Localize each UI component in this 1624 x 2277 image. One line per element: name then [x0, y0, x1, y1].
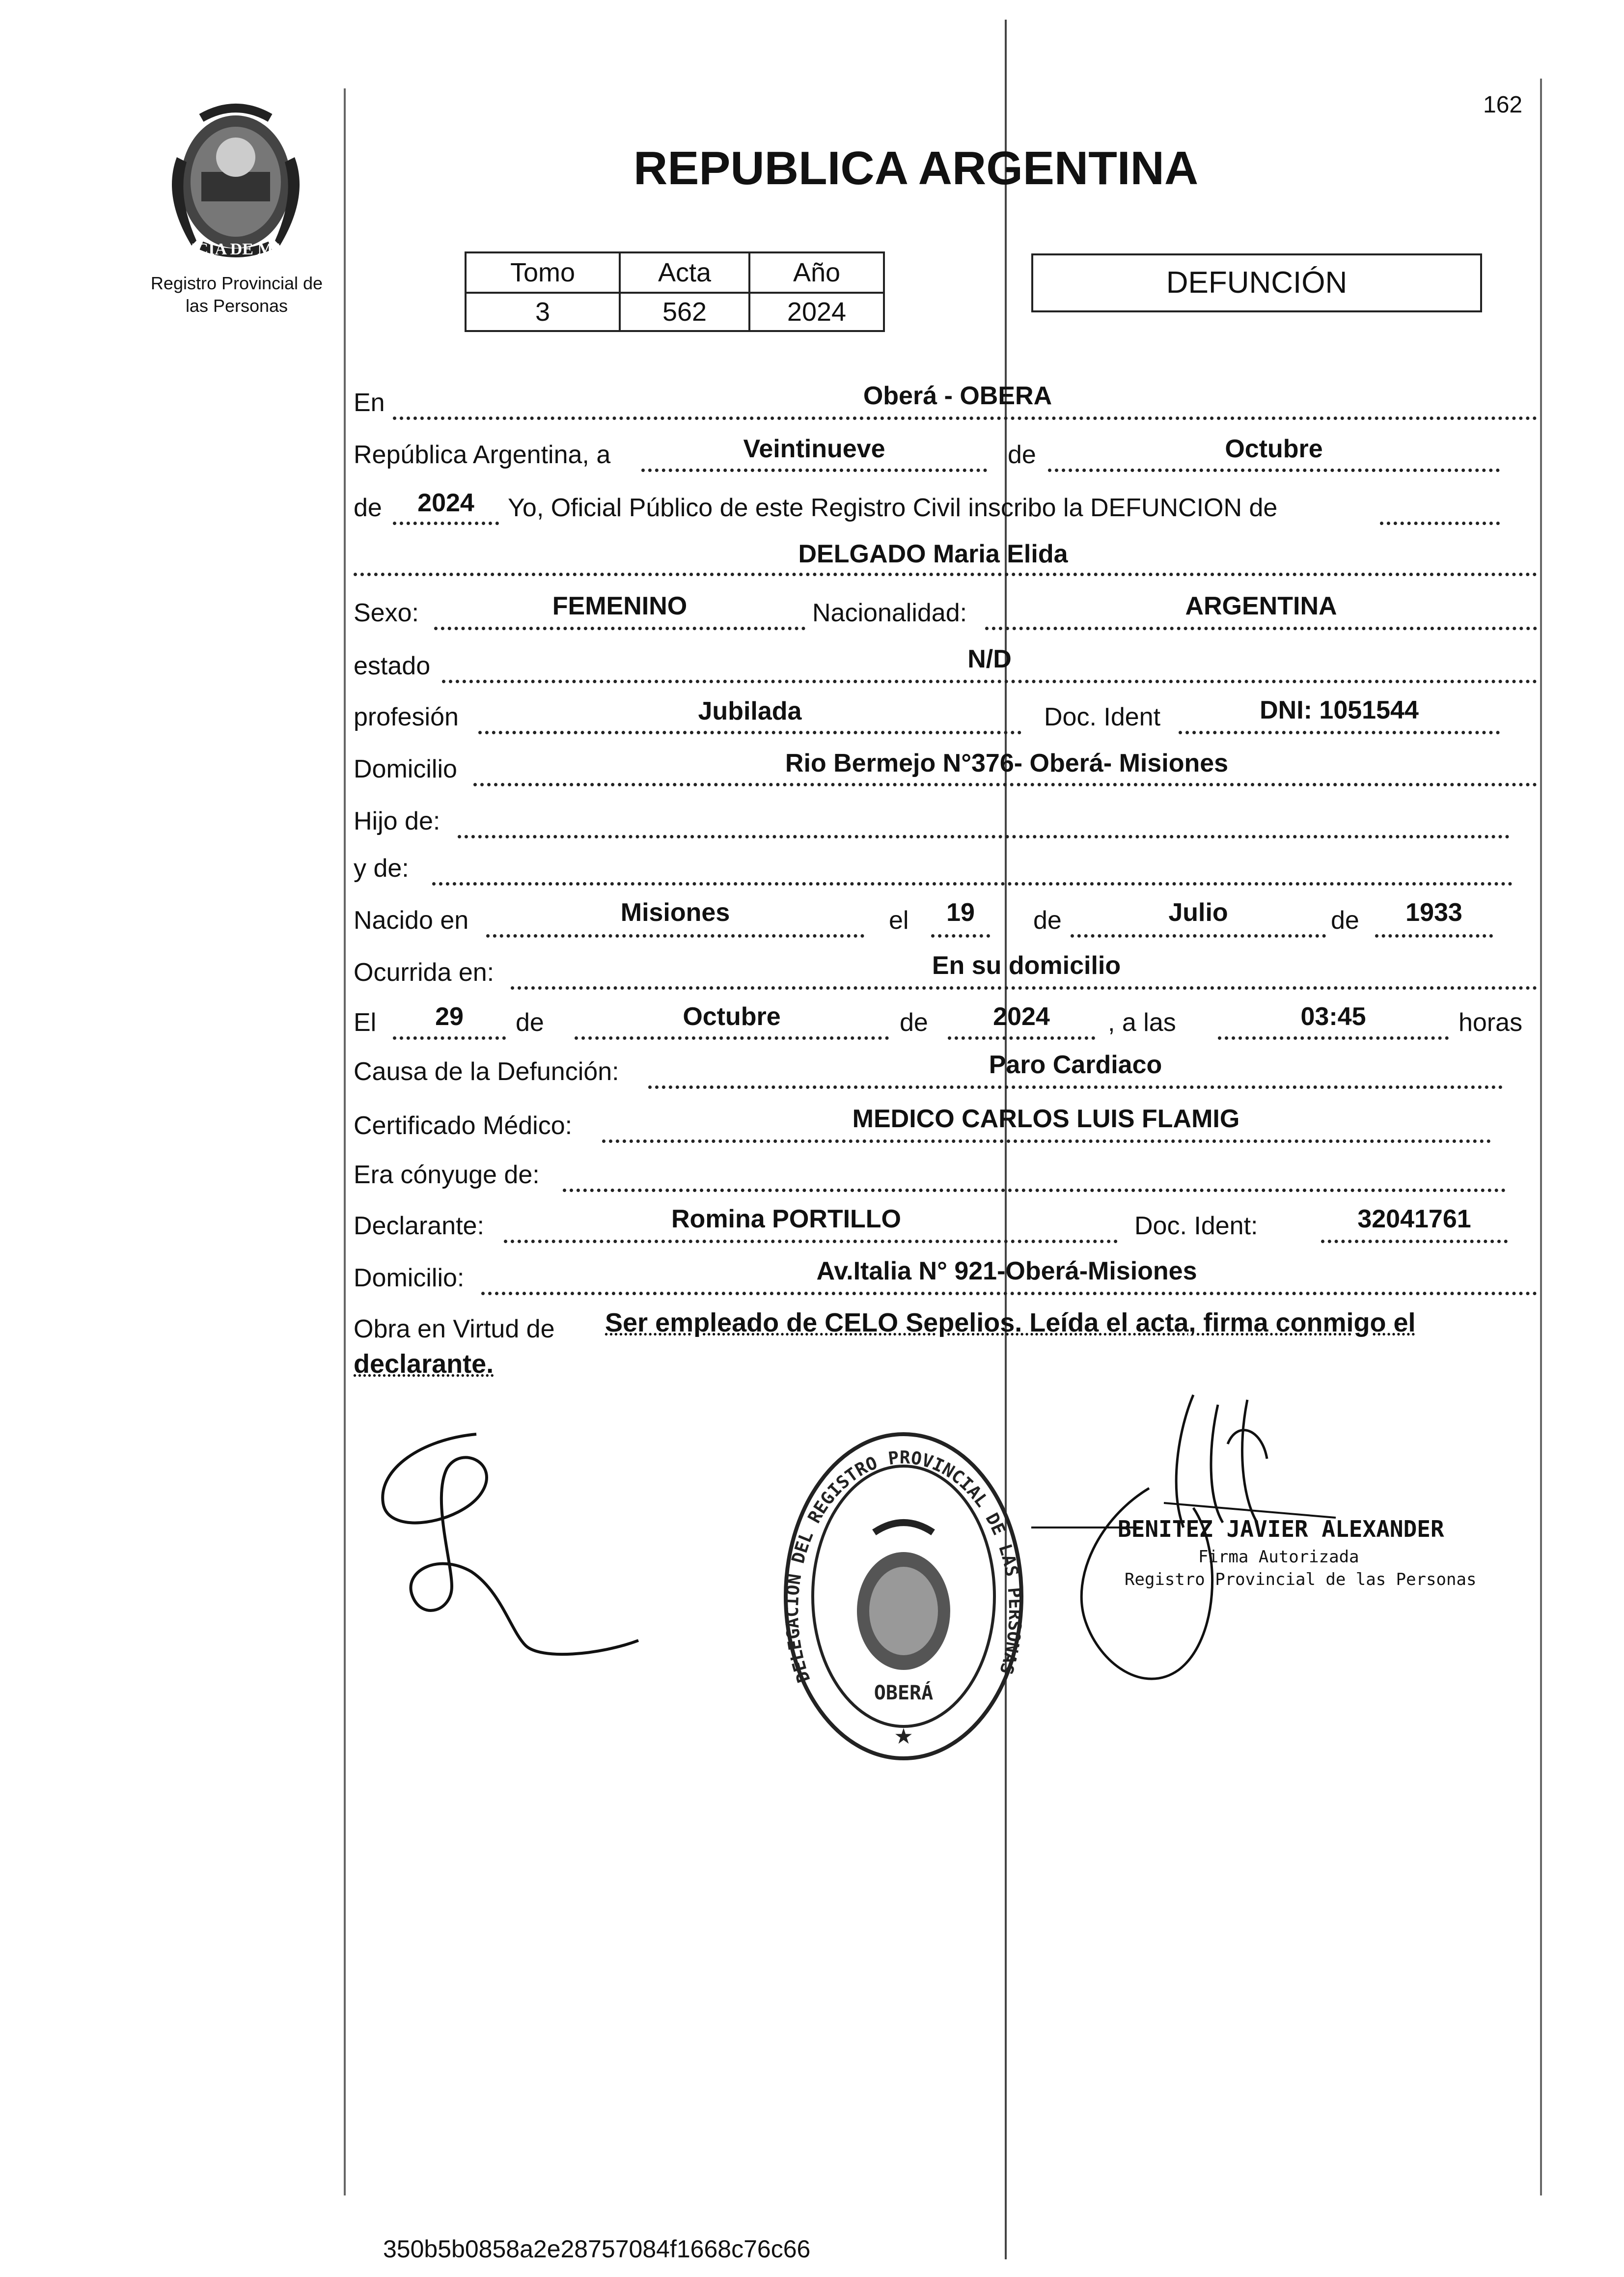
tomo-value: 3 [466, 293, 620, 331]
official-title: Firma Autorizada [1198, 1547, 1359, 1567]
month-value: Octubre [1225, 435, 1323, 463]
nacido-value: Misiones [620, 898, 730, 927]
official-office: Registro Provincial de las Personas [1125, 1570, 1477, 1589]
domicilio-label: Domicilio [354, 755, 457, 783]
en-line [393, 417, 1537, 420]
misiones-coat-of-arms-icon [130, 98, 341, 260]
tomo-header: Tomo [466, 252, 620, 293]
sexo-line [434, 627, 805, 630]
doc-ident2-value: 32041761 [1357, 1205, 1471, 1233]
certificado-value: MEDICO CARLOS LUIS FLAMIG [852, 1105, 1240, 1133]
death-year: 2024 [993, 1002, 1050, 1031]
death-time: 03:45 [1300, 1002, 1366, 1031]
declarant-signature-icon [363, 1424, 668, 1680]
declarante-value: Romina PORTILLO [671, 1205, 901, 1233]
el-label: el [889, 906, 909, 935]
official-name: BENITEZ JAVIER ALEXANDER [1118, 1516, 1444, 1542]
estado-value: N/D [967, 645, 1012, 673]
act-number-table [465, 251, 885, 332]
doc-ident-label: Doc. Ident [1044, 703, 1161, 731]
obra-label: Obra en Virtud de [354, 1315, 555, 1343]
acta-value: 562 [620, 293, 749, 331]
right-margin-line [1540, 79, 1542, 2195]
death-month: Octubre [683, 1002, 781, 1031]
sexo-value: FEMENINO [552, 592, 688, 620]
registry-stamp-icon [776, 1424, 1031, 1768]
death-year-line [948, 1036, 1095, 1040]
estado-line [442, 680, 1537, 683]
conyuge-label: Era cónyuge de: [354, 1161, 540, 1189]
nacionalidad-value: ARGENTINA [1185, 592, 1337, 620]
doc-ident2-label: Doc. Ident: [1134, 1212, 1258, 1240]
domicilio-line [473, 783, 1537, 786]
day-words-value: Veintinueve [743, 435, 885, 463]
de-label-3: de [1033, 906, 1062, 935]
birth-day: 19 [946, 898, 975, 927]
birth-day-line [931, 934, 990, 938]
causa-label: Causa de la Defunción: [354, 1057, 619, 1086]
y-de-line [432, 882, 1513, 886]
ocurrida-line [511, 986, 1537, 990]
nacionalidad-line [985, 627, 1537, 630]
anio-value: 2024 [749, 293, 884, 331]
birth-month: Julio [1168, 898, 1228, 927]
year-line [393, 522, 499, 525]
conyuge-line [563, 1189, 1506, 1192]
domicilio2-label: Domicilio: [354, 1264, 465, 1292]
causa-value: Paro Cardiaco [989, 1051, 1162, 1079]
sexo-label: Sexo: [354, 599, 419, 627]
month-line [1048, 469, 1500, 472]
anio-header: Año [749, 252, 884, 293]
republica-label: República Argentina, a [354, 441, 611, 469]
obra-value-line1: Ser empleado de CELO Sepelios. Leída el acta, firma conmigo el [605, 1308, 1416, 1337]
profesion-value: Jubilada [698, 697, 802, 725]
de-label-4: de [1331, 906, 1359, 935]
y-de-label: y de: [354, 854, 409, 883]
stamp-ring-text: DELEGACION DEL REGISTRO PROVINCIAL DE LAS PERSONAS [782, 1447, 1025, 1685]
stamp-city: OBERÁ [874, 1682, 934, 1704]
day-words-line [641, 469, 987, 472]
year-value: 2024 [417, 489, 474, 517]
de-label-2: de [354, 494, 382, 522]
oficial-text: Yo, Oficial Público de este Registro Civil inscribo la DEFUNCION de [508, 494, 1278, 522]
oficial-line-end [1380, 522, 1500, 525]
deceased-name: DELGADO Maria Elida [798, 540, 1068, 568]
domicilio2-line [481, 1292, 1537, 1295]
doc-ident2-line [1321, 1240, 1508, 1243]
doc-ident-line [1179, 731, 1500, 734]
domicilio2-value: Av.Italia N° 921-Oberá-Misiones [816, 1257, 1197, 1285]
death-month-line [575, 1036, 889, 1040]
obra-value-line2: declarante. [354, 1349, 494, 1379]
nacido-line [486, 934, 864, 938]
profesion-line [478, 731, 1021, 734]
profesion-label: profesión [354, 703, 459, 731]
en-label: En [354, 389, 385, 417]
nacionalidad-label: Nacionalidad: [812, 599, 967, 627]
de-label-5: de [516, 1008, 544, 1037]
declarante-line [504, 1240, 1118, 1243]
seal-text: PROVINCIA DE MISIONES [130, 240, 341, 258]
ocurrida-label: Ocurrida en: [354, 958, 495, 987]
birth-year: 1933 [1405, 898, 1462, 927]
horas-label: horas [1459, 1008, 1523, 1037]
name-line [354, 573, 1537, 576]
causa-line [648, 1085, 1503, 1089]
nacido-label: Nacido en [354, 906, 469, 935]
acta-header: Acta [620, 252, 749, 293]
death-day: 29 [435, 1002, 464, 1031]
estado-label: estado [354, 652, 431, 680]
domicilio-value: Rio Bermejo N°376- Oberá- Misiones [785, 749, 1229, 778]
hijo-de-label: Hijo de: [354, 807, 440, 835]
record-type-box: DEFUNCIÓN [1031, 253, 1482, 312]
country-title: REPUBLICA ARGENTINA [633, 142, 1199, 194]
hijo-de-line [458, 835, 1510, 838]
doc-ident-value: DNI: 1051544 [1260, 696, 1419, 724]
declarante-label: Declarante: [354, 1212, 484, 1240]
death-time-line [1218, 1036, 1449, 1040]
registry-name-line1: Registro Provincial de [150, 273, 323, 293]
left-margin-line [344, 88, 346, 2195]
page-number: 162 [1483, 92, 1523, 118]
birth-year-line [1375, 934, 1493, 938]
alas-label: , a las [1108, 1008, 1176, 1037]
svg-text:★: ★ [894, 1724, 913, 1749]
death-day-line [393, 1036, 506, 1040]
registry-name-line2: las Personas [185, 296, 288, 316]
de-label-1: de [1008, 441, 1036, 469]
de-label-6: de [900, 1008, 928, 1037]
document-hash: 350b5b0858a2e28757084f1668c76c66 [383, 2235, 811, 2263]
birth-month-line [1071, 934, 1326, 938]
ocurrida-value: En su domicilio [932, 951, 1121, 980]
certificado-line [602, 1139, 1491, 1143]
El-label: El [354, 1008, 377, 1037]
certificado-label: Certificado Médico: [354, 1111, 573, 1140]
en-value: Oberá - OBERA [863, 382, 1052, 410]
